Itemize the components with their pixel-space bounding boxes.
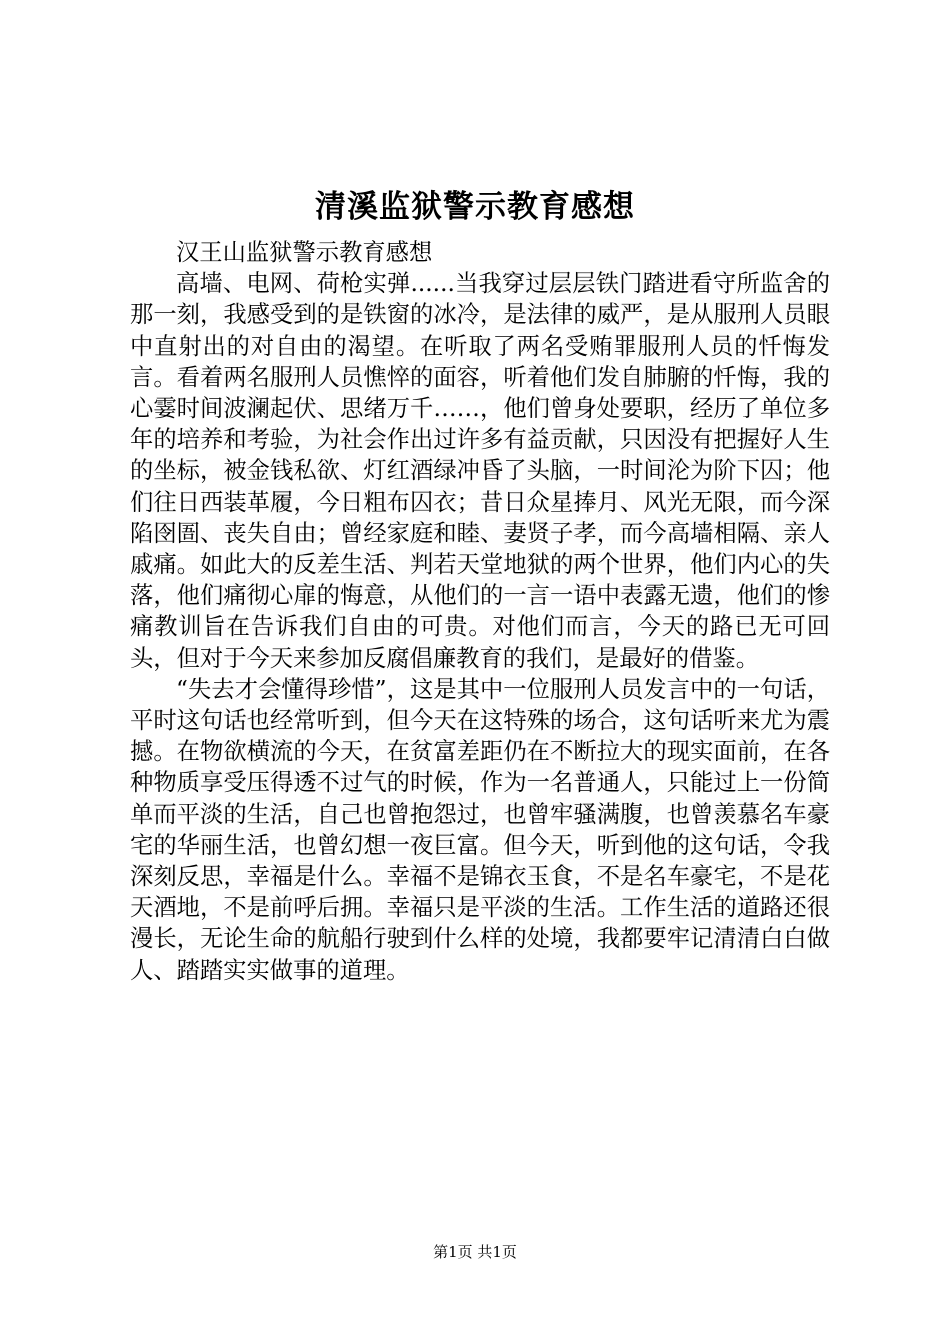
paragraph-1: 高墙、电网、荷枪实弹......当我穿过层层铁门踏进看守所监舍的那一刻，我感受到的是铁窗的冰冷，是法律的威严，是从服刑人员眼中直射出的对自由的渴望。在听取了两名受贿罪服刑人员的忏悔发言。看着两名服刑人员憔悴的面容，听着他们发自肺腑的忏悔，我的心霎时间波澜起伏、思绪万千……，他们曾身处要职，经历了单位多年的培养和考验，为社会作出过许多有益贡献，只因没有把握好人生的坐标，被金钱私欲、灯红酒绿冲昏了头脑，一时间沦为阶下囚；他们往日西装革履，今日粗布囚衣；昔日众星捧月、风光无限，而今深陷囹圄、丧失自由；曾经家庭和睦、妻贤子孝，而今高墙相隔、亲人戚痛。如此大的反差生活、判若天堂地狱的两个世界，他们内心的失落，他们痛彻心扉的悔意，从他们的一言一语中表露无遗，他们的惨痛教训旨在告诉我们自由的可贵。对他们而言，今天的路已无可回头，但对于今天来参加反腐倡廉教育的我们，是最好的借鉴。 (130, 270, 830, 672)
page-title: 清溪监狱警示教育感想 (315, 189, 635, 225)
paragraph-2: “失去才会懂得珍惜”，这是其中一位服刑人员发言中的一句话，平时这句话也经常听到，但今天在这特殊的场合，这句话听来尤为震撼。在物欲横流的今天，在贫富差距仍在不断拉大的现实面前，在各种物质享受压得透不过气的时候，作为一名普通人，只能过上一份简单而平淡的生活，自己也曾抱怨过，也曾牢骚满腹，也曾羡慕名车豪宅的华丽生活，也曾幻想一夜巨富。但今天，听到他的这句话，令我深刻反思，幸福是什么。幸福不是锦衣玉食，不是名车豪宅，不是花天酒地，不是前呼后拥。幸福只是平淡的生活。工作生活的道路还很漫长，无论生命的航船行驶到什么样的处境，我都要牢记清清白白做人、踏踏实实做事的道理。 (130, 675, 830, 984)
page-footer: 第1页 共1页 (433, 1243, 517, 1261)
document-subtitle: 汉王山监狱警示教育感想 (176, 239, 433, 266)
document-body (130, 237, 830, 986)
